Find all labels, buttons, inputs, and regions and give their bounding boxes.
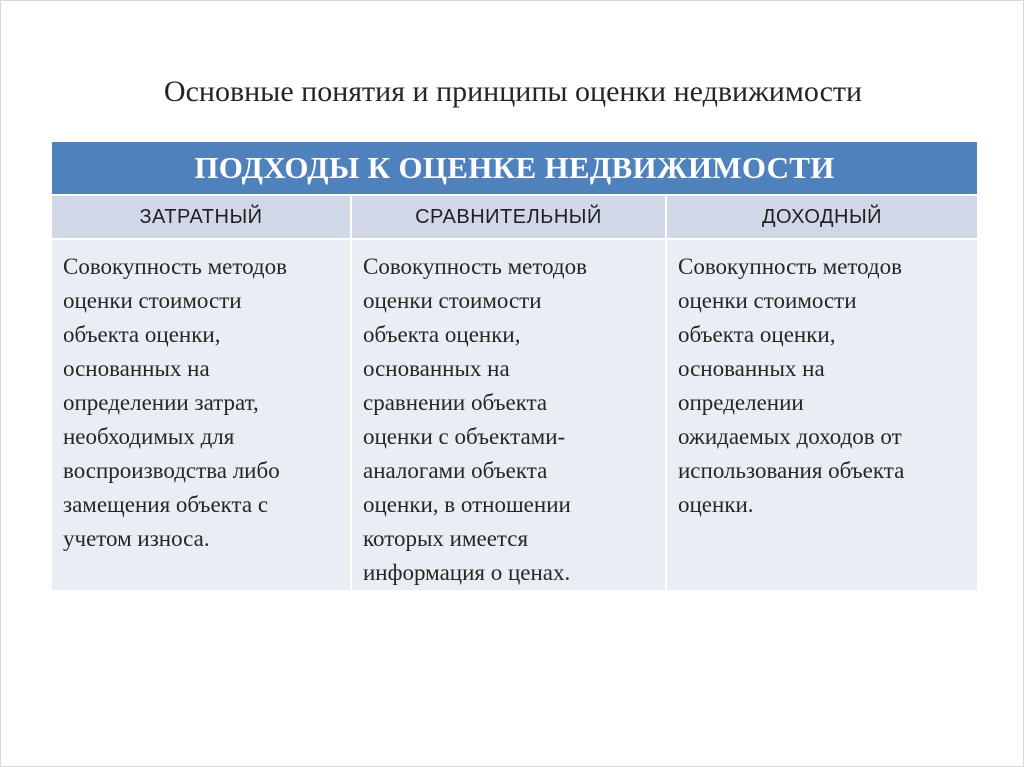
- table-header: ПОДХОДЫ К ОЦЕНКЕ НЕДВИЖИМОСТИ: [52, 142, 977, 195]
- column-header-cost: ЗАТРАТНЫЙ: [52, 195, 351, 239]
- approaches-table: [52, 142, 977, 590]
- description-comparative: Совокупность методов оценки стоимости объекта оценки, основанных на сравнении объекта оценки с объектами- аналогами объекта оценки, в отношении которых имеется информация о ценах.: [351, 239, 666, 590]
- descriptions-row: [52, 239, 977, 590]
- description-income: Совокупность методов оценки стоимости объекта оценки, основанных на определении ожидаемых доходов от использования объекта оценки.: [666, 239, 977, 590]
- column-header-comparative: СРАВНИТЕЛЬНЫЙ: [351, 195, 666, 239]
- column-headers-row: [52, 195, 977, 239]
- column-header-income: ДОХОДНЫЙ: [666, 195, 977, 239]
- slide-title: Основные понятия и принципы оценки недвижимости: [163, 75, 863, 108]
- table-header-row: [52, 142, 977, 195]
- description-cost: Совокупность методов оценки стоимости объекта оценки, основанных на определении затрат, необходимых для воспроизводства либо замещения объекта с учетом износа.: [52, 239, 351, 590]
